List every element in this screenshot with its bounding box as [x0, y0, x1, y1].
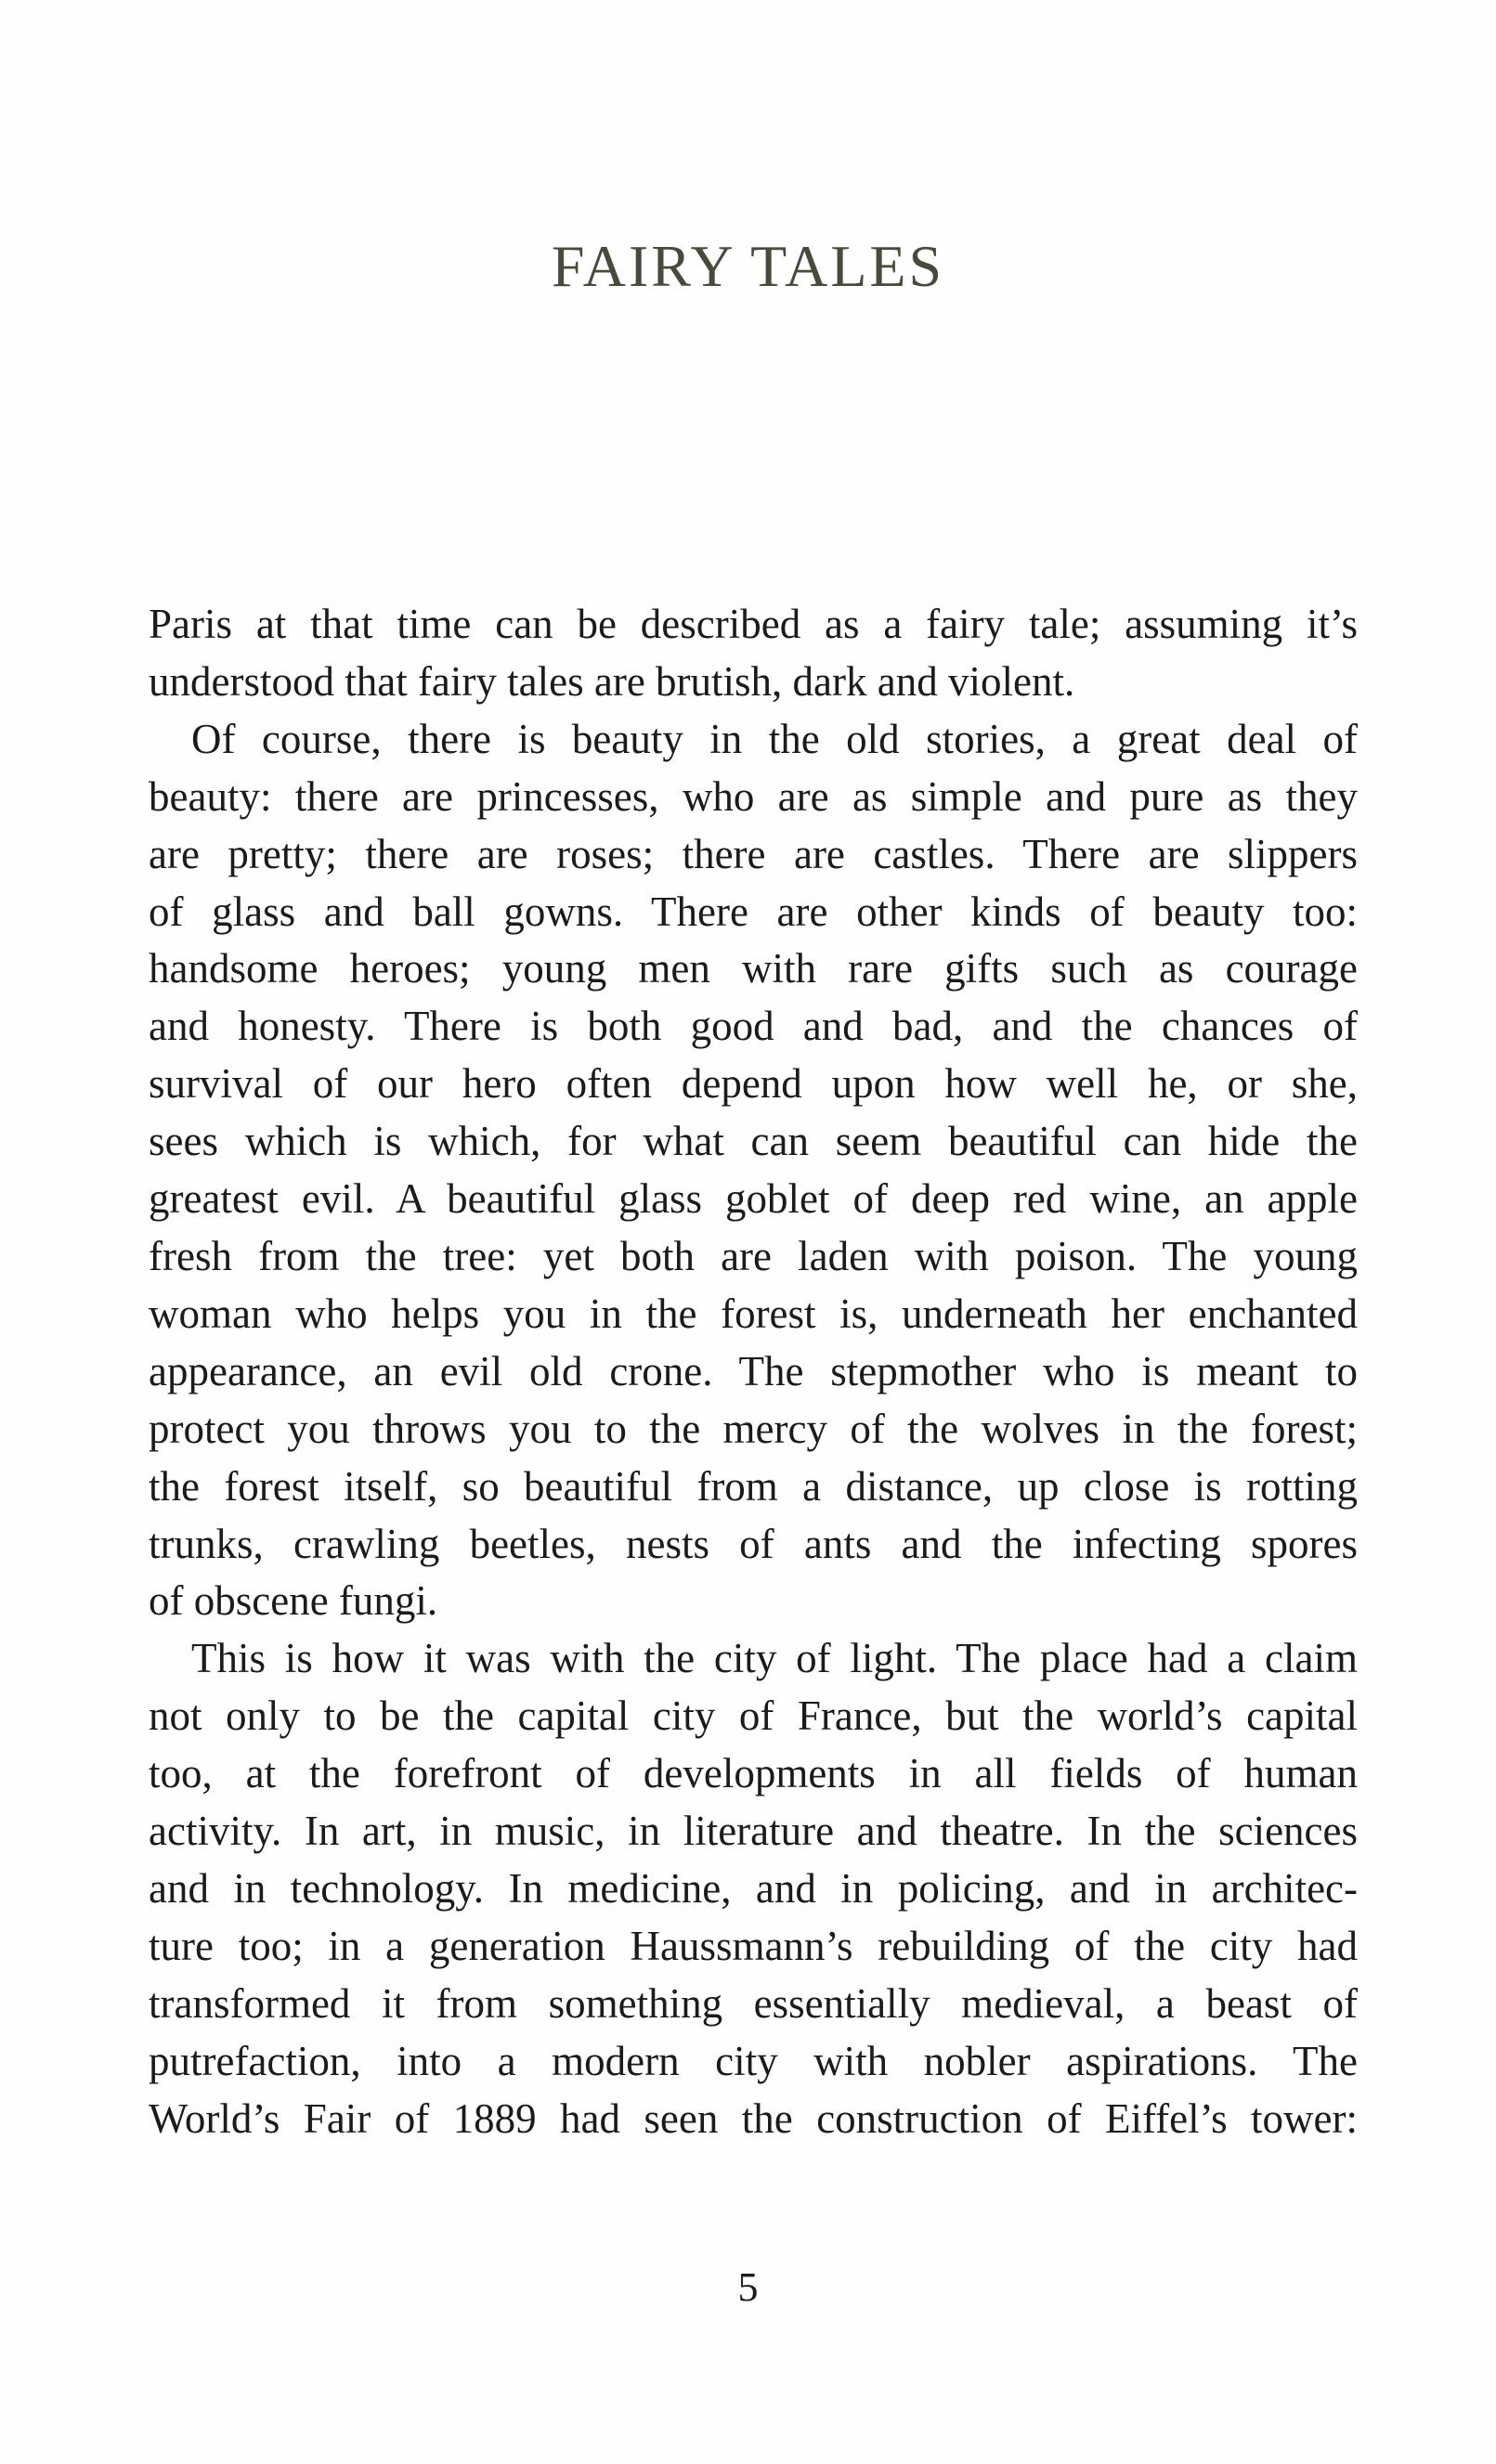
text-line: putrefaction, into a modern city with nobler aspirations. The — [149, 2037, 1358, 2084]
text-line: the forest itself, so beautiful from a distance, up close is rotting — [149, 1462, 1358, 1510]
text-line: and in technology. In medicine, and in policing, and in architec- — [149, 1864, 1358, 1912]
text-line: greatest evil. A beautiful glass goblet of deep red wine, an apple — [149, 1175, 1358, 1223]
text-line: This is how it was with the city of light. The place had a claim — [191, 1635, 1358, 1682]
text-line: handsome heroes; young men with rare gifts such as courage — [149, 945, 1358, 992]
chapter-title: FAIRY TALES — [551, 233, 945, 299]
paragraph-2 — [149, 711, 1358, 1631]
body-text — [149, 596, 1358, 2147]
text-line: of obscene fungi. — [149, 1577, 438, 1625]
text-line: World’s Fair of 1889 had seen the construction of Eiffel’s tower: — [149, 2094, 1358, 2142]
text-line: fresh from the tree: yet both are laden with poison. The young — [149, 1232, 1358, 1279]
paragraph-1 — [149, 596, 1358, 711]
text-line: appearance, an evil old crone. The stepmother who is meant to — [149, 1347, 1358, 1394]
text-line: too, at the forefront of developments in all fields of human — [149, 1750, 1358, 1797]
text-line: are pretty; there are roses; there are castles. There are slippers — [149, 830, 1358, 877]
text-line: beauty: there are princesses, who are as simple and pure as they — [149, 772, 1358, 820]
text-line: activity. In art, in music, in literature and theatre. In the sciences — [149, 1808, 1358, 1855]
text-line: protect you throws you to the mercy of the wolves in the forest; — [149, 1405, 1358, 1452]
text-line: ture too; in a generation Haussmann’s rebuilding of the city had — [149, 1922, 1358, 1969]
text-line: not only to be the capital city of France, but the world’s capital — [149, 1692, 1358, 1740]
text-line: of glass and ball gowns. There are other kinds of beauty too: — [149, 888, 1358, 935]
text-line: sees which is which, for what can seem beautiful can hide the — [149, 1118, 1358, 1165]
page-number: 5 — [737, 2264, 759, 2310]
text-line: Of course, there is beauty in the old stories, a great deal of — [191, 715, 1358, 762]
text-line: Paris at that time can be described as a fairy tale; assuming it’s — [149, 601, 1358, 647]
text-line: survival of our hero often depend upon how well he, or she, — [149, 1060, 1358, 1108]
text-line: woman who helps you in the forest is, underneath her enchanted — [149, 1290, 1358, 1337]
paragraph-3 — [149, 1630, 1358, 2147]
text-line: and honesty. There is both good and bad, and the chances of — [149, 1003, 1358, 1050]
text-line: understood that fairy tales are brutish, dark and violent. — [149, 657, 1075, 705]
text-line: trunks, crawling beetles, nests of ants and the infecting spores — [149, 1520, 1358, 1567]
text-line: transformed it from something essentially medieval, a beast of — [149, 1979, 1358, 2027]
